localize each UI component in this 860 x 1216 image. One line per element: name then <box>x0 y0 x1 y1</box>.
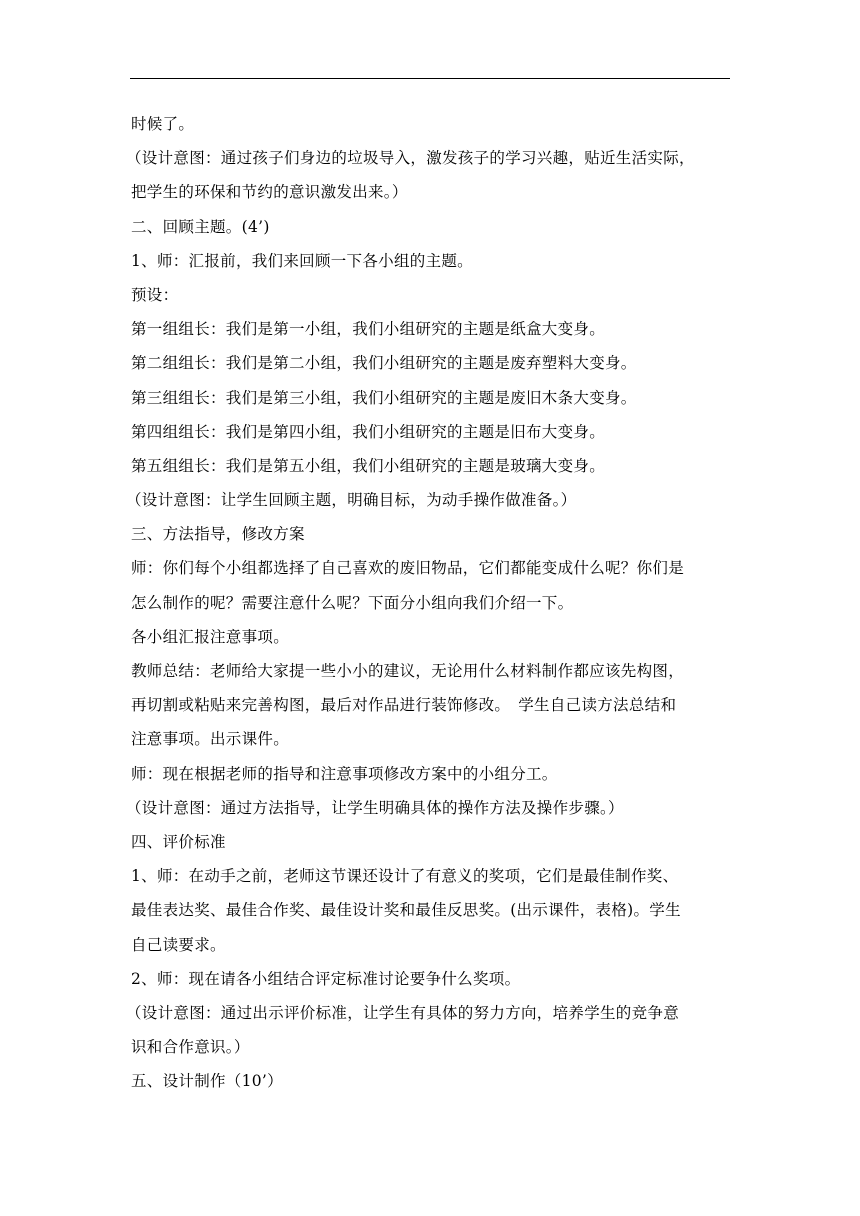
text-line: 自己读要求。 <box>131 935 226 954</box>
text-line: 第五组组长：我们是第五小组，我们小组研究的主题是玻璃大变身。 <box>131 456 606 475</box>
text-line: 1、师：汇报前，我们来回顾一下各小组的主题。 <box>131 251 473 270</box>
text-line: 再切割或粘贴来完善构图，最后对作品进行装饰修改。 学生自己读方法总结和 <box>131 696 677 715</box>
text-line: 识和合作意识。） <box>131 1038 250 1057</box>
header-rule <box>130 78 730 79</box>
text-line: 师：现在根据老师的指导和注意事项修改方案中的小组分工。 <box>131 764 558 783</box>
text-line: 第二组组长：我们是第二小组，我们小组研究的主题是废弃塑料大变身。 <box>131 354 637 373</box>
text-line: 时候了。 <box>131 115 195 133</box>
text-line: 各小组汇报注意事项。 <box>131 627 290 646</box>
text-line: 2、师：现在请各小组结合评定标准讨论要争什么奖项。 <box>131 969 521 988</box>
design-intent-note: （设计意图：通过出示评价标准，让学生有具体的努力方向，培养学生的竞争意 <box>126 1003 680 1022</box>
text-line: 师：你们每个小组都选择了自己喜欢的废旧物品，它们都能变成什么呢？你们是 <box>131 559 685 578</box>
section-heading: 二、回顾主题。(4’) <box>131 217 270 236</box>
text-line: 1、师：在动手之前，老师这节课还设计了有意义的奖项，它们是最佳制作奖、 <box>131 867 679 886</box>
text-line: 最佳表达奖、最佳合作奖、最佳设计奖和最佳反思奖。(出示课件，表格)。学生 <box>131 901 681 920</box>
document-body <box>126 107 731 1098</box>
design-intent-note: （设计意图：通过方法指导，让学生明确具体的操作方法及操作步骤。） <box>126 798 624 817</box>
section-heading: 三、方法指导，修改方案 <box>131 525 305 544</box>
section-heading: 五、设计制作（10’） <box>131 1072 283 1091</box>
design-intent-note: （设计意图：通过孩子们身边的垃圾导入，激发孩子的学习兴趣，贴近生活实际， <box>126 149 695 168</box>
text-line: 注意事项。出示课件。 <box>131 730 290 749</box>
text-line: 第一组组长：我们是第一小组，我们小组研究的主题是纸盒大变身。 <box>131 320 606 339</box>
text-line: 教师总结：老师给大家提一些小小的建议，无论用什么材料制作都应该先构图， <box>131 662 685 680</box>
text-line: 把学生的环保和节约的意识激发出来。） <box>131 183 408 202</box>
text-line: 怎么制作的呢？需要注意什么呢？下面分小组向我们介绍一下。 <box>131 593 574 612</box>
text-line: 预设： <box>131 285 179 304</box>
text-line: 第四组组长：我们是第四小组，我们小组研究的主题是旧布大变身。 <box>131 422 606 441</box>
section-heading: 四、评价标准 <box>131 832 226 851</box>
design-intent-note: （设计意图：让学生回顾主题，明确目标，为动手操作做准备。） <box>126 491 577 510</box>
text-line: 第三组组长：我们是第三小组，我们小组研究的主题是废旧木条大变身。 <box>131 388 637 407</box>
